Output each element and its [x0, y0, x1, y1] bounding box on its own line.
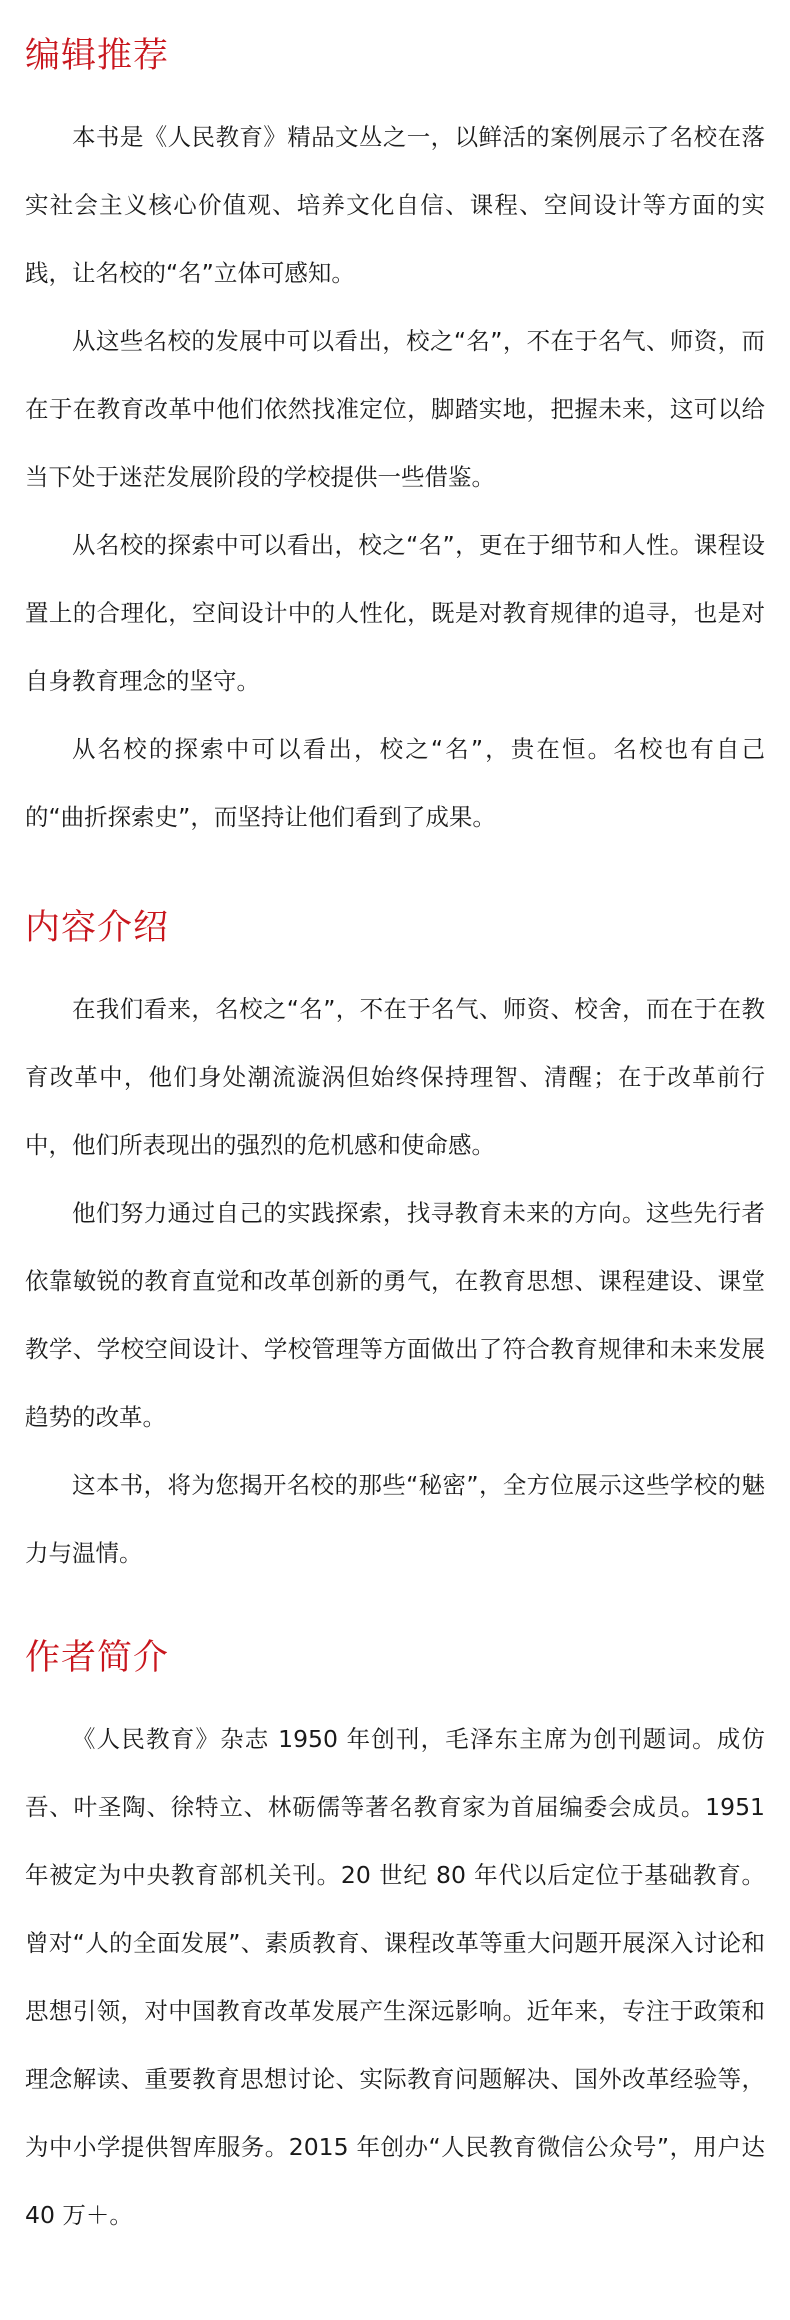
- section-body: [25, 975, 765, 1587]
- section-body: [25, 1705, 765, 2249]
- section-heading-content-introduction: 内容介绍: [25, 908, 170, 948]
- paragraph: 本书是《人民教育》精品文丛之一，以鲜活的案例展示了名校在落实社会主义核心价值观、培养文化自信、课程、空间设计等方面的实践，让名校的“名”立体可感知。: [25, 123, 765, 287]
- section-author-profile: [25, 1633, 765, 2249]
- section-heading-editor-recommendation: 编辑推荐: [25, 36, 170, 76]
- paragraph: 这本书，将为您揭开名校的那些“秘密”，全方位展示这些学校的魅力与温情。: [25, 1471, 765, 1567]
- section-editor-recommendation: [25, 31, 765, 851]
- paragraph: 从名校的探索中可以看出，校之“名”，更在于细节和人性。课程设置上的合理化，空间设计中的人性化，既是对教育规律的追寻，也是对自身教育理念的坚守。: [25, 531, 765, 695]
- section-body: [25, 103, 765, 851]
- paragraph: 从这些名校的发展中可以看出，校之“名”，不在于名气、师资，而在于在教育改革中他们依然找准定位，脚踏实地，把握未来，这可以给当下处于迷茫发展阶段的学校提供一些借鉴。: [25, 327, 765, 491]
- section-content-introduction: [25, 903, 765, 1587]
- paragraph: 从名校的探索中可以看出，校之“名”，贵在恒。名校也有自己的“曲折探索史”，而坚持让他们看到了成果。: [25, 735, 765, 831]
- section-heading-author-profile: 作者简介: [25, 1638, 170, 1678]
- paragraph: 在我们看来，名校之“名”，不在于名气、师资、校舍，而在于在教育改革中，他们身处潮流漩涡但始终保持理智、清醒；在于改革前行中，他们所表现出的强烈的危机感和使命感。: [25, 995, 765, 1159]
- paragraph: 他们努力通过自己的实践探索，找寻教育未来的方向。这些先行者依靠敏锐的教育直觉和改革创新的勇气，在教育思想、课程建设、课堂教学、学校空间设计、学校管理等方面做出了符合教育规律和未来发展趋势的改革。: [25, 1199, 765, 1431]
- paragraph: 《人民教育》杂志 1950 年创刊，毛泽东主席为创刊题词。成仿吾、叶圣陶、徐特立、林砺儒等著名教育家为首届编委会成员。1951 年被定为中央教育部机关刊。20 世纪 80 年代以后定位于基础教育。曾对“人的全面发展”、素质教育、课程改革等重大问题开展深入讨论和思想引领，对中国教育改革发展产生深远影响。近年来，专注于政策和理念解读、重要教育思想讨论、实际教育问题解决、国外改革经验等，为中小学提供智库服务。2015 年创办“人民教育微信公众号”，用户达 40 万＋。: [25, 1725, 765, 2229]
